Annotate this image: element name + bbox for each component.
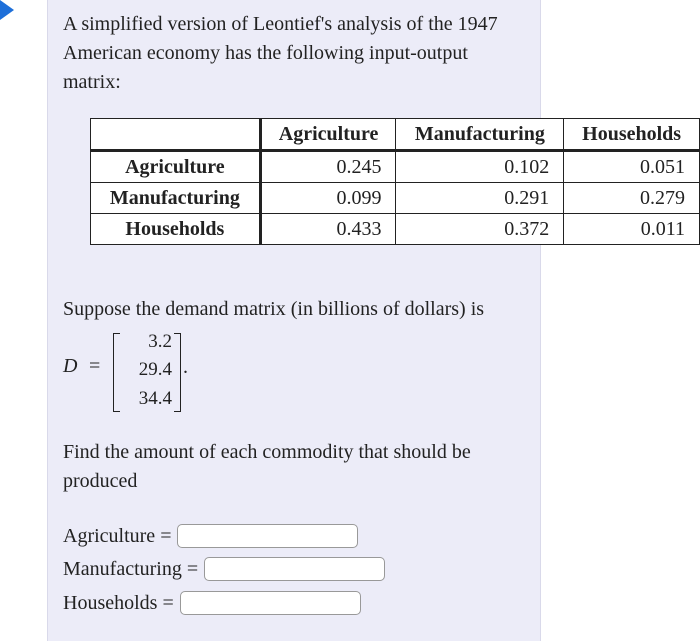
table-cell: 0.372 — [396, 214, 564, 245]
demand-intro: Suppose the demand matrix (in billions of dollars) is — [63, 298, 485, 320]
table-header-row — [91, 119, 700, 151]
matrix-entry: 34.4 — [138, 388, 172, 409]
answer-row-agriculture — [63, 524, 358, 548]
column-header: Households — [564, 119, 700, 151]
matrix-period: . — [183, 356, 188, 378]
manufacturing-answer-input[interactable] — [204, 557, 385, 581]
input-output-table — [90, 118, 700, 245]
answer-row-manufacturing — [63, 557, 385, 581]
answer-label: Agriculture = — [63, 524, 172, 547]
play-arrow-icon — [0, 0, 14, 20]
table-cell: 0.433 — [260, 214, 396, 245]
table-row — [91, 214, 700, 245]
matrix-entry: 3.2 — [148, 331, 172, 352]
households-answer-input[interactable] — [180, 591, 361, 615]
table-cell: 0.011 — [564, 214, 700, 245]
column-header: Manufacturing — [396, 119, 564, 151]
matrix-entry: 29.4 — [138, 359, 172, 380]
equals-sign: = — [89, 355, 101, 377]
table-row — [91, 151, 700, 183]
row-header: Manufacturing — [91, 183, 261, 214]
answer-label: Households = — [63, 591, 174, 614]
table-row — [91, 183, 700, 214]
table-cell: 0.099 — [260, 183, 396, 214]
table-cell: 0.051 — [564, 151, 700, 183]
row-header: Households — [91, 214, 261, 245]
row-header: Agriculture — [91, 151, 261, 183]
column-header: Agriculture — [260, 119, 396, 151]
table-cell: 0.102 — [396, 151, 564, 183]
table-cell: 0.279 — [564, 183, 700, 214]
table-corner-cell — [91, 119, 261, 151]
agriculture-answer-input[interactable] — [177, 524, 358, 548]
answer-label: Manufacturing = — [63, 557, 199, 580]
table-cell: 0.291 — [396, 183, 564, 214]
left-bracket — [113, 333, 120, 412]
answer-row-households — [63, 591, 361, 615]
demand-symbol: D — [63, 355, 78, 377]
table-cell: 0.245 — [260, 151, 396, 183]
find-instruction: Find the amount of each commodity that should be produced — [63, 441, 471, 492]
problem-intro: A simplified version of Leontief's analysis of the 1947 American economy has the following input-output matrix: — [63, 13, 498, 93]
right-bracket — [174, 333, 181, 412]
